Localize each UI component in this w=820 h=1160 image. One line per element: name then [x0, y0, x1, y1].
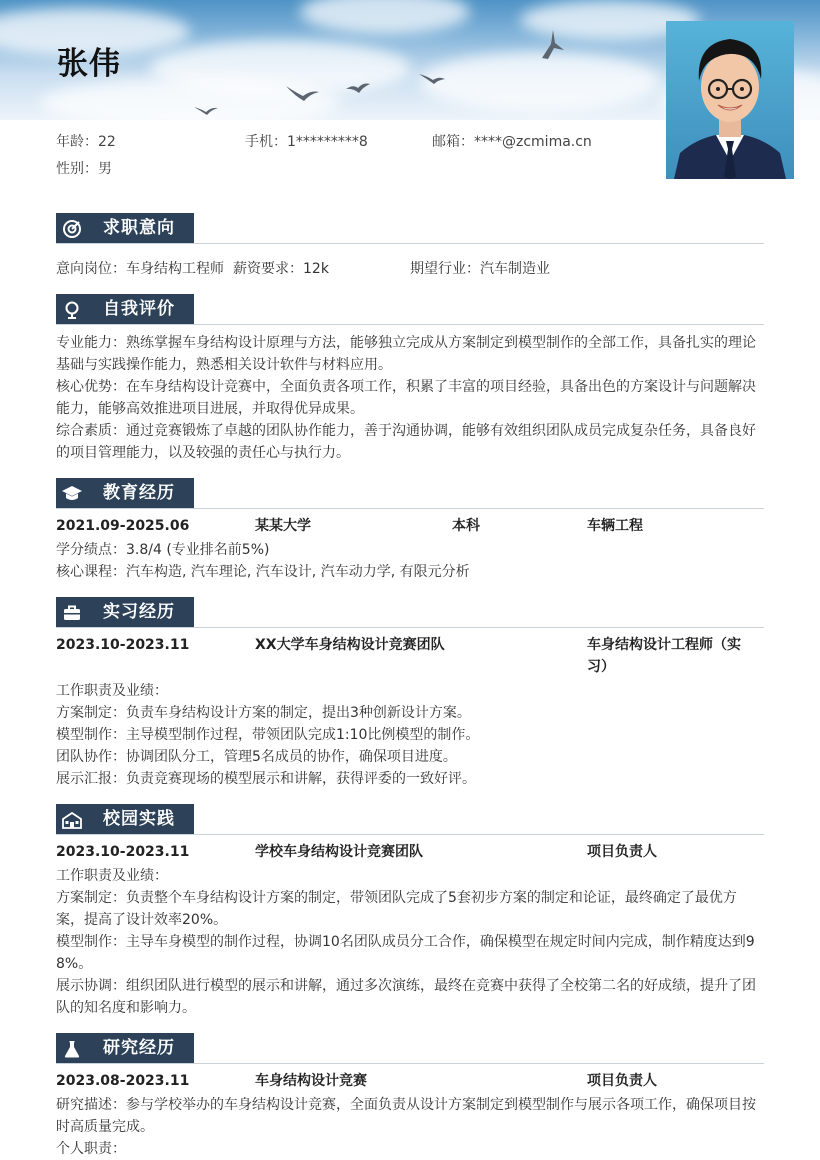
internship-details — [56, 680, 766, 790]
degree: 本科 — [452, 518, 480, 534]
text-line: 方案制定：负责车身结构设计方案的制定，提出3种创新设计方案。 — [56, 705, 471, 721]
section-self-evaluation — [56, 294, 764, 325]
text-line: 团队协作：协调团队分工，管理5名成员的协作，确保项目进度。 — [56, 749, 457, 765]
text-line: 综合素质：通过竞赛锻炼了卓越的团队协作能力，善于沟通协调，能够有效组织团队成员完成复杂任务，具备良好 — [56, 423, 756, 439]
internship-date: 2023.10-2023.11 — [56, 637, 190, 653]
bird-icon — [538, 28, 568, 62]
research-date: 2023.08-2023.11 — [56, 1073, 190, 1089]
text-line: 工作职责及业绩： — [56, 868, 168, 884]
gender-field: 性别：男 — [56, 161, 112, 177]
section-header — [56, 478, 194, 509]
section-divider — [56, 834, 764, 835]
education-date: 2021.09-2025.06 — [56, 518, 190, 534]
section-divider — [56, 324, 764, 325]
email-field: 邮箱：****@zcmima.cn — [432, 134, 592, 150]
text-line: 方案制定：负责整个车身结构设计方案的制定，带领团队完成了5套初步方案的制定和论证，最终确定了最优方 — [56, 890, 737, 906]
bird-icon — [418, 70, 446, 86]
text-line: 展示汇报：负责竞赛现场的模型展示和讲解，获得评委的一致好评。 — [56, 771, 476, 787]
text-line: 专业能力：熟练掌握车身结构设计原理与方法，能够独立完成从方案制定到模型制作的全部工作，具备扎实的理论 — [56, 335, 756, 351]
role-line: 习） — [587, 659, 615, 675]
text-line: 能力，能够高效推进项目进展，并取得优异成果。 — [56, 401, 364, 417]
section-title: 实习经历 — [103, 602, 175, 622]
campus-organization: 学校车身结构设计竞赛团队 — [255, 844, 423, 860]
briefcase-icon — [56, 597, 87, 628]
flask-icon — [56, 1033, 87, 1064]
text-line: 工作职责及业绩： — [56, 683, 168, 699]
candidate-name: 张伟 — [57, 46, 121, 82]
section-divider — [56, 508, 764, 509]
text-line: 模型制作：主导车身模型的制作过程，协调10名团队成员分工合作，确保模型在规定时间内完成，制作精度达到9 — [56, 934, 755, 950]
campus-role: 项目负责人 — [587, 844, 657, 860]
campus-details — [56, 865, 766, 1019]
expected-industry: 期望行业：汽车制造业 — [410, 261, 550, 277]
target-icon — [56, 213, 87, 244]
section-divider — [56, 243, 764, 244]
section-internship — [56, 597, 764, 628]
section-campus-practice — [56, 804, 764, 835]
section-divider — [56, 627, 764, 628]
text-line: 模型制作：主导模型制作过程，带领团队完成1:10比例模型的制作。 — [56, 727, 480, 743]
campus-date: 2023.10-2023.11 — [56, 844, 190, 860]
research-details — [56, 1094, 766, 1160]
section-header — [56, 213, 194, 244]
text-line: 8%。 — [56, 956, 93, 972]
text-line: 核心优势：在车身结构设计竞赛中，全面负责各项工作，积累了丰富的项目经验，具备出色的方案设计与问题解决 — [56, 379, 756, 395]
bird-icon — [345, 80, 371, 96]
section-header — [56, 597, 194, 628]
text-line: 队的知名度和影响力。 — [56, 1000, 196, 1016]
school-name: 某某大学 — [255, 518, 311, 534]
section-research — [56, 1033, 764, 1064]
section-header — [56, 294, 194, 325]
bird-icon — [285, 84, 321, 104]
phone-field: 手机：1*********8 — [245, 134, 368, 150]
lightbulb-icon — [56, 294, 87, 325]
bird-icon — [193, 104, 219, 116]
text-line: 展示协调：组织团队进行模型的展示和讲解，通过多次演练，最终在竞赛中获得了全校第二名的好成绩，提升了团 — [56, 978, 756, 994]
role-line: 车身结构设计工程师（实 — [587, 637, 741, 653]
text-line: 研究描述：参与学校举办的车身结构设计竞赛，全面负责从设计方案制定到模型制作与展示各项工作，确保项目按 — [56, 1097, 756, 1113]
text-line: 案，提高了设计效率20%。 — [56, 912, 228, 928]
gpa-line: 学分绩点：3.8/4 (专业排名前5%) — [56, 542, 270, 558]
graduation-cap-icon — [56, 478, 87, 509]
text-line: 的项目管理能力，以及较强的责任心与执行力。 — [56, 445, 350, 461]
section-title: 求职意向 — [103, 218, 175, 238]
section-header — [56, 804, 194, 835]
section-job-intent — [56, 213, 764, 244]
text-line: 基础与实践操作能力，熟悉相关设计软件与材料应用。 — [56, 357, 392, 373]
section-title: 自我评价 — [103, 299, 175, 319]
section-education — [56, 478, 764, 509]
research-role: 项目负责人 — [587, 1073, 657, 1089]
courses-line: 核心课程：汽车构造, 汽车理论, 汽车设计, 汽车动力学, 有限元分析 — [56, 564, 470, 580]
self-evaluation-text — [56, 332, 766, 464]
intended-position: 意向岗位：车身结构工程师 — [56, 261, 224, 277]
salary-requirement: 薪资要求：12k — [233, 261, 329, 277]
internship-role — [587, 634, 741, 678]
age-field: 年龄：22 — [56, 134, 116, 150]
section-divider — [56, 1063, 764, 1064]
school-building-icon — [56, 804, 87, 835]
internship-organization: XX大学车身结构设计竞赛团队 — [255, 637, 445, 653]
research-project: 车身结构设计竞赛 — [255, 1073, 367, 1089]
section-title: 研究经历 — [103, 1038, 175, 1058]
education-details — [56, 539, 766, 583]
section-title: 校园实践 — [103, 809, 175, 829]
text-line: 个人职责： — [56, 1141, 126, 1157]
section-title: 教育经历 — [103, 483, 175, 503]
major: 车辆工程 — [587, 518, 643, 534]
section-header — [56, 1033, 194, 1064]
text-line: 时高质量完成。 — [56, 1119, 154, 1135]
profile-photo — [666, 21, 794, 179]
